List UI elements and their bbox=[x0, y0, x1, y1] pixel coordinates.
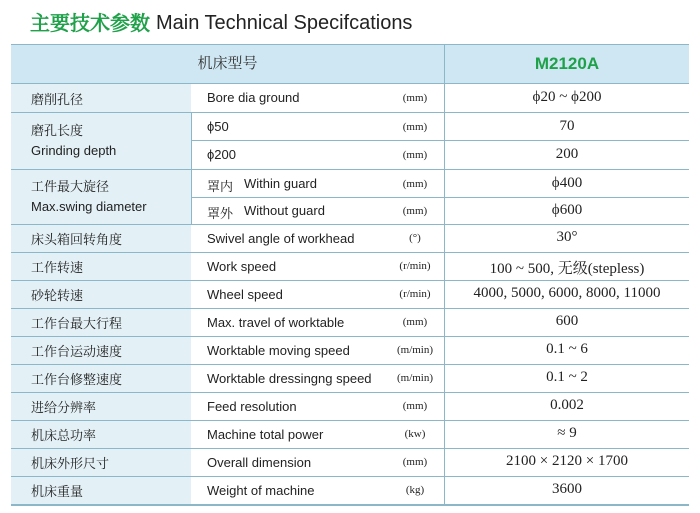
table-row bbox=[11, 113, 689, 169]
row-label-en: Swivel angle of workhead bbox=[207, 231, 355, 246]
sub-row-unit: (mm) bbox=[402, 149, 428, 161]
row-label-en: Machine total power bbox=[207, 427, 324, 442]
row-label-en: Grinding depth bbox=[31, 143, 117, 158]
row-label-cn: 磨削孔径 bbox=[11, 84, 191, 112]
table-row bbox=[11, 449, 689, 476]
sub-column-divider bbox=[191, 113, 192, 224]
row-unit: (mm) bbox=[402, 316, 428, 328]
sub-row-label: Within guard bbox=[244, 176, 317, 191]
row-label-en: Overall dimension bbox=[207, 455, 312, 470]
sub-row-divider bbox=[191, 140, 689, 141]
row-label-cn: 工件最大旋径 bbox=[31, 179, 110, 194]
row-value: 100 ~ 500, 无级(stepless) bbox=[489, 261, 645, 277]
row-unit: (°) bbox=[409, 232, 421, 244]
row-label-en: Weight of machine bbox=[207, 483, 315, 498]
header-model-label: 机床型号 bbox=[197, 55, 258, 72]
row-value: ≈ 9 bbox=[557, 425, 577, 441]
table-row bbox=[11, 309, 689, 336]
row-label-en: Feed resolution bbox=[207, 399, 297, 414]
sub-row-label: Without guard bbox=[244, 203, 325, 218]
row-label-cn: 工作台运动速度 bbox=[11, 337, 191, 364]
table-row bbox=[11, 393, 689, 420]
header-model-value: M2120A bbox=[534, 54, 600, 73]
table-row bbox=[11, 421, 689, 448]
row-label-cn: 机床外形尺寸 bbox=[11, 449, 191, 476]
row-label-cn: 床头箱回转角度 bbox=[11, 225, 191, 252]
row-label-cn: 工作转速 bbox=[11, 253, 191, 280]
row-label bbox=[11, 113, 191, 169]
row-unit: (mm) bbox=[402, 92, 428, 104]
sub-row-unit: (mm) bbox=[402, 205, 428, 217]
sub-row-value: ϕ400 bbox=[551, 175, 583, 191]
row-value: 3600 bbox=[552, 481, 582, 497]
row-value: ϕ20 ~ ϕ200 bbox=[532, 89, 602, 105]
row-label-cn: 工作台修整速度 bbox=[11, 365, 191, 392]
row-value: 2100 × 2120 × 1700 bbox=[506, 453, 628, 469]
page-title bbox=[30, 8, 413, 38]
value-column-divider bbox=[444, 84, 445, 504]
row-unit: (kg) bbox=[405, 484, 425, 496]
sub-row-unit: (mm) bbox=[402, 121, 428, 133]
sub-row-label: ϕ200 bbox=[207, 147, 236, 162]
row-label-cn: 机床重量 bbox=[11, 477, 191, 504]
row-value: 0.1 ~ 6 bbox=[546, 341, 588, 357]
sub-row-prefix: 罩内 bbox=[207, 179, 234, 194]
row-label-en: Max. travel of worktable bbox=[207, 315, 345, 330]
row-label-cn: 机床总功率 bbox=[11, 421, 191, 448]
row-label-en: Max.swing diameter bbox=[31, 199, 147, 214]
row-label-en: Worktable moving speed bbox=[207, 343, 350, 358]
row-value: 0.1 ~ 2 bbox=[546, 369, 588, 385]
title-chinese: 主要技术参数 bbox=[30, 11, 150, 35]
sub-row-unit: (mm) bbox=[402, 178, 428, 190]
table-row bbox=[11, 337, 689, 364]
row-label-cn: 砂轮转速 bbox=[11, 281, 191, 308]
sub-row-value: 200 bbox=[555, 146, 579, 162]
row-value: 30° bbox=[556, 229, 578, 245]
row-unit: (m/min) bbox=[396, 344, 434, 356]
title-english: Main Technical Specifcations bbox=[156, 12, 413, 34]
row-value: 600 bbox=[555, 313, 579, 329]
row-label-cn: 工作台最大行程 bbox=[11, 309, 191, 336]
table-row bbox=[11, 84, 689, 112]
row-unit: (mm) bbox=[402, 456, 428, 468]
row-label-en: Bore dia ground bbox=[207, 90, 300, 105]
row-label-en: Wheel speed bbox=[207, 287, 283, 302]
row-value: 0.002 bbox=[550, 397, 584, 413]
sub-row-divider bbox=[191, 197, 689, 198]
row-unit: (m/min) bbox=[396, 372, 434, 384]
sub-row-prefix: 罩外 bbox=[207, 206, 234, 221]
table-bottom-border bbox=[11, 504, 689, 506]
table-header bbox=[11, 44, 689, 84]
sub-row-label: ϕ50 bbox=[207, 119, 229, 134]
row-label-en: Work speed bbox=[207, 259, 277, 274]
table-row bbox=[11, 225, 689, 252]
row-unit: (r/min) bbox=[399, 288, 431, 300]
table-row bbox=[11, 253, 689, 280]
table-row bbox=[11, 365, 689, 392]
row-label-en: Worktable dressingng speed bbox=[207, 371, 372, 386]
sub-row-value: ϕ600 bbox=[551, 202, 583, 218]
row-unit: (kw) bbox=[404, 428, 426, 440]
sub-row-value: 70 bbox=[559, 118, 575, 134]
row-unit: (r/min) bbox=[399, 260, 431, 272]
row-unit: (mm) bbox=[402, 400, 428, 412]
row-label-cn: 进给分辨率 bbox=[11, 393, 191, 420]
table-row bbox=[11, 281, 689, 308]
row-label-cn: 磨孔长度 bbox=[31, 123, 84, 138]
table-row bbox=[11, 477, 689, 504]
row-value: 4000, 5000, 6000, 8000, 11000 bbox=[473, 285, 661, 301]
row-label bbox=[11, 170, 191, 224]
